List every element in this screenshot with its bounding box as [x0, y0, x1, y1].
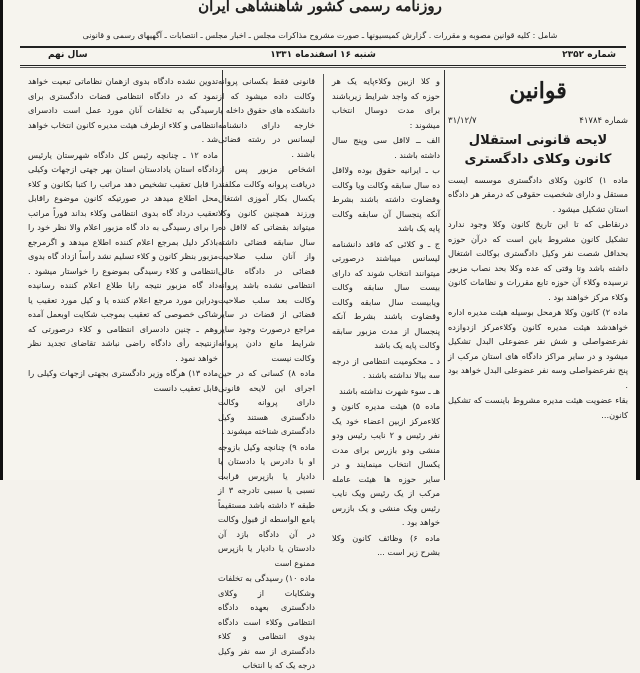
issue-info-bar — [30, 50, 616, 64]
column-divider — [323, 74, 324, 480]
header-rule-top — [20, 46, 626, 48]
paragraph: ماده ۹) چنانچه وکیل بازوجه او با دادرس یا دادستان یا دادیار یا بازپرس قرابت نسبی یا سببی تادرجه ۳ از طبقه ۲ داشته باشد مستقیماً یامع الواسطه از قبول وکالت در آن دادگاه بازد آن دادستان یا دادیار یا بازپرس ممنوع است — [218, 441, 316, 568]
paragraph: قانونی فقط بکسانی پروانه وکالت داده میشود که از دانشکده های حقوق داخله یا خارجه دارای دانشنامه لیسانس در رشته قضائی باشند . — [218, 76, 315, 159]
column-middle-left — [218, 74, 316, 670]
paragraph: تدوین نشده دادگاه بدوی ازهمان نظاماتی تبعیت خواهد نمود که در دادگاه انتظامی قضات دادگستری برای رسیدگی به تخلفات آنان مورد عمل است دادسرای انتظامی و کلاء ازطرف هیئت مدیره کانون انتخاب خواهد شد . — [28, 76, 218, 144]
column-left — [28, 74, 218, 480]
paragraph: ماده ۶) وظائف کانون وکلا بشرح زیر است ... — [332, 532, 441, 557]
column-middle-right — [332, 74, 441, 557]
paragraph: الف ــ لااقل سی وپنج سال داشته باشند . — [332, 135, 440, 160]
paragraph: هـ ـ سوء شهرت نداشته باشند — [339, 385, 440, 396]
column-middle — [218, 74, 441, 670]
paragraph: و کلا ازبین وکلاءپایه یک هر حوزه که واجد شرایط زیرباشند برای مدت دوسال انتخاب میشوند : — [332, 76, 440, 130]
paragraph: ماده ۱۲ ـ چنانچه رئیس کل دادگاه شهرستان یارئیس دادگاه استان یادادستان استان بهر جهتی ازجهات وکیلی را قابل تعقیب تشخیص دهد مراتب را کتبا بکانون و کلاء محل اطلاع میدهد در صورتیکه کانون موضوع راقابل تعقیب درداد گاه بدوی انتظامی وکلاء بداند فوراً مراتب را برای رسیدگی به داد گاه مزبور اعلام والا نظر خود را باذکر دلیل بمرجع اعلام کننده اطلاع میدهد و اگرمرجع مزبور بنظر کانون و کلاء تسلیم نشد رأساً ازداد گاه بدوی انتظامی و کلاء رسیدگی بموضوع را خواستار میشود . داد گاه مزبور نتیجه رابا طلاع اعلام کننده رسانیده ودراین مورد مرجع اعلام کننده یا و کیل مورد تعقیب یا شاکی خصوصی که تعقیب بموجب شکایت اوبعمل آمده وهم ـ چنین دادسرای انتظامی و کلاء درصورتی که ازنتیجه رأی دادگاه راضی نباشد تقاضای تجدید نظر خواهد نمود . — [28, 149, 219, 363]
paragraph: ماده ۱) کانون وکلای دادگستری موسسه ایست مستقل و دارای شخصیت حقوقی که درمقر هر دادگاه استان تشکیل میشود . — [448, 174, 629, 214]
header-rule-bottom-double — [20, 67, 626, 68]
issue-date: شنبه ۱۶ اسفندماه ۱۳۳۱ — [270, 50, 376, 60]
paragraph: درنقاطی که تا این تاریخ کانون وکلا وجود ندارد تشکیل کانون مشروط باین است که درآن حوزه بحداقل شصت نفر وکیل دادگستری بوکالت اشتغال داشته باشد وتا وقتی که عده وکلا بحد نصاب مزبور نرسیده وکلاء آن حوزه تابع مقررات و نظامات کانون وکلاء مرکز خواهند بود . — [448, 219, 628, 302]
masthead-subtitle: شامل : کلیه قوانین مصوبه و مقررات . گزارش کمیسیونها ـ صورت مشروح مذاکرات مجلس ـ اخبار مجلس ـ انتصابات ـ آگهیهای رسمی و قانونی — [82, 31, 558, 40]
paragraph: اشخاص مزبور پس از دریافت پروانه وکالت مکلفند یکسال بکار آموزی اشتغال ورزند همچنین کانون وکلا میتواند بقضاتی که لااقل ده سال سابقه قضائی داشته واز آنان سلب صلاحیت قضائی در دادگاه عالی انتظامی نشده باشد پروانه وکالت بعد سلب صلاحیت قضائی از قضات در سایر مراجع درصورت وجود سایر شرایط مانع دادن پروانه وکالت نیست — [218, 164, 315, 363]
column-divider — [444, 70, 445, 480]
reference-date: ۳۱/۱۲/۷ — [448, 116, 477, 126]
article-headline-sub: کانون وکلای دادگستری — [464, 151, 612, 167]
scan-edge-right — [636, 0, 640, 480]
reference-number: شماره ۴۱۷۸۴ — [579, 116, 628, 126]
paragraph: بقاء عضویت هیئت مدیره مشروط باینست که تشکیل کانون... — [448, 395, 628, 420]
reference-line — [448, 114, 628, 129]
paragraph: ماده ۱۳) هرگاه وزیر دادگستری بجهتی ازجهات وکیلی را قابل تعقیب دانست — [28, 368, 218, 393]
paragraph: ماده ۲) کانون وکلا هرمحل بوسیله هیئت مدیره اداره خواهدشد هیئت مدیره کانون وکلاءمرکز ازدوازده نفرعضواصلی و شش نفر عضوعلی البدل تشکیل میشود و در سایر مراکز دادگاه های استان مرکب از پنج نفرعضواصلی وسه نفر عضوعلی البدل خواهد بود . — [448, 307, 629, 390]
paragraph: ج ـ و کلائی که فاقد دانشنامه لیسانس میباشند درصورتی میتوانند انتخاب شوند که دارای بیست سال سابقه وکالت ویابیست سال سابقه وکالت وقضاوت باشند بشرط آنکه پنجسال از مدت مزبور سابقه وکالت پایه یک باشد — [332, 238, 440, 350]
paragraph: د ـ محکومیت انتظامی از درجه سه ببالا نداشته باشند . — [332, 355, 440, 380]
issue-number: شماره ۲۳۵۲ — [562, 50, 616, 60]
paragraph: ماده ۵) هیئت مدیره کانون و کلاءمرکز ازبین اعضاء خود یک نفر رئیس و ۲ نایب رئیس ودو منشی ودو بازرس برای مدت یکسال انتخاب مینمایند و در سایر حوزه ها هیئت عامله مرکب از یک رئیس ویک نایب رئیس ویک منشی و یک بازرس خواهد بود . — [332, 401, 440, 527]
paragraph: ماده ۱۰) رسیدگی به تخلفات وشکایات از وکلای دادگستری بعهده دادگاه انتظامی وکلاء است دادگاه بدوی انتظامی و کلاء دادگستری از سه نفر وکیل درجه یک که با انتخاب — [218, 573, 315, 670]
scan-edge-left — [0, 0, 3, 480]
header-rule-bottom — [20, 65, 626, 66]
column-right — [448, 74, 628, 480]
article-headline: لایحه قانونی استقلال — [468, 132, 608, 148]
masthead-title: روزنامه رسمی کشور شاهنشاهی ایران — [198, 0, 442, 15]
volume-year: سال نهم — [48, 50, 88, 60]
paragraph: ب ـ ایرانیه حقوق بوده ولااقل ده سال سابقه وکالت ویا وکالت وقضاوت داشته باشند بشرط آنکه پنجسال آن سابقه وکالت پایه یک باشد — [332, 165, 440, 233]
section-title: قوانین — [509, 78, 567, 104]
paragraph: ماده ۸) کسانی که در حین اجرای این لایحه قانونی دارای پروانه وکالت دادگستری هستند وکیل دادگستری شناخته میشوند . — [218, 368, 315, 436]
